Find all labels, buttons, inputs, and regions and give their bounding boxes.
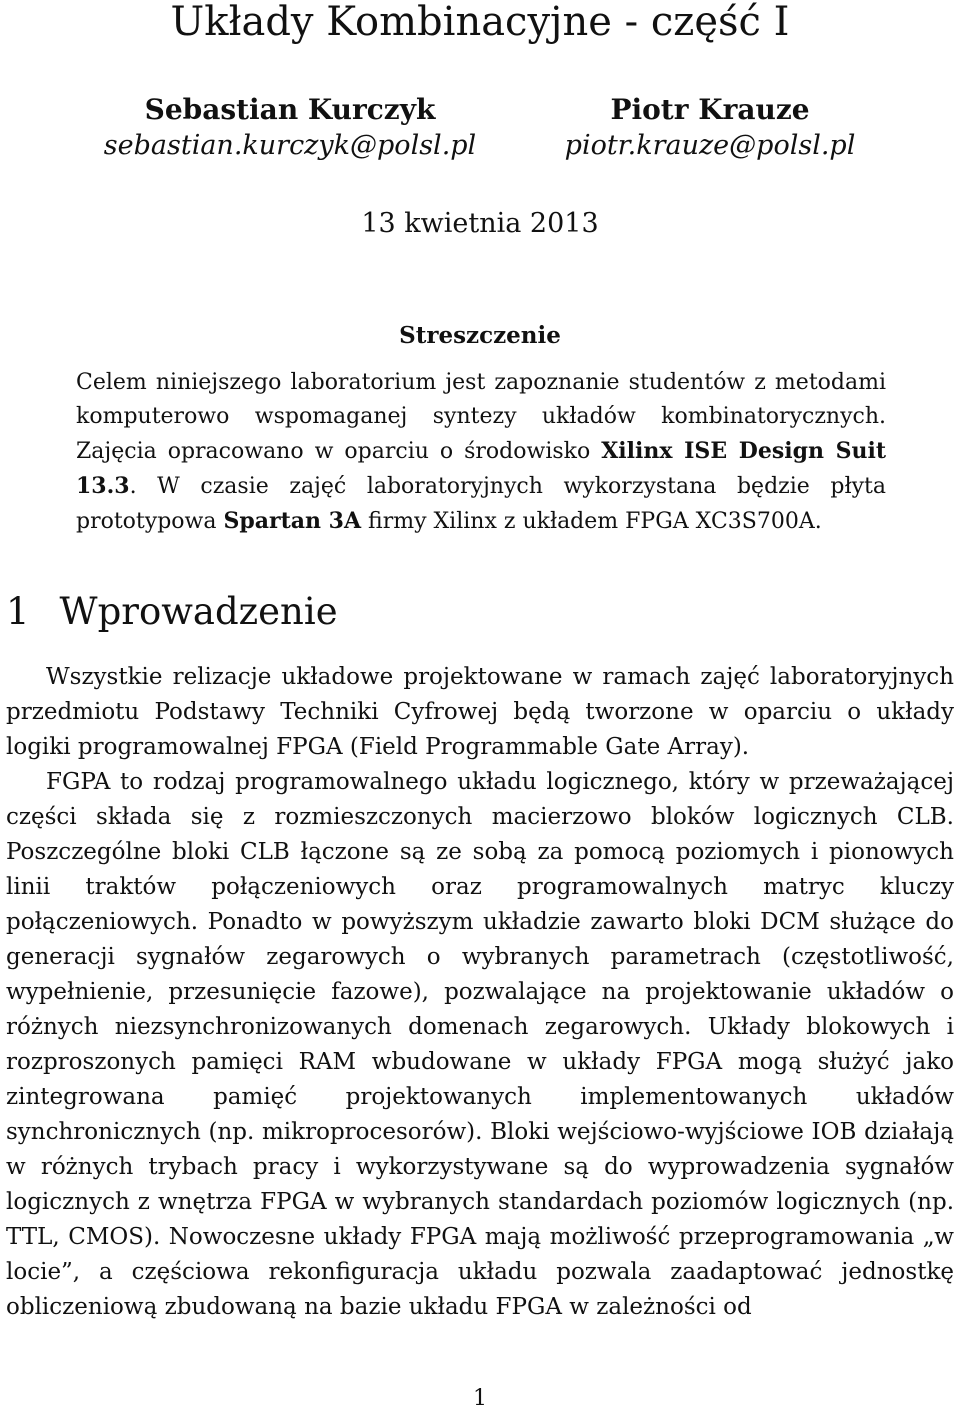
- author-block: [0, 92, 960, 182]
- section-number: 1: [6, 590, 30, 633]
- author-name: Sebastian Kurczyk: [144, 93, 436, 126]
- page-number: 1: [473, 1386, 487, 1411]
- section-title: Wprowadzenie: [59, 590, 338, 633]
- document-title: Układy Kombinacyjne - część I: [170, 0, 790, 45]
- author-email: sebastian.kurczyk@polsl.pl: [103, 130, 477, 161]
- abstract-bold-term: Spartan 3A: [223, 508, 362, 534]
- section-body: [6, 660, 954, 1325]
- body-paragraph: Wszystkie relizacje układowe projektowane w ramach zajęć laboratoryjnych przedmiotu Podstawy Techniki Cyfrowej będą tworzone w oparciu o układy logiki programowalnej FPGA (Field Programmable Gate Array).: [6, 664, 954, 760]
- section-heading: [6, 588, 338, 636]
- author-name: Piotr Krauze: [610, 93, 810, 126]
- abstract-bold-term: Xilinx ISE Design Suit 13.3: [76, 438, 887, 499]
- abstract-text-part: Celem niniejszego laboratorium jest zapoznanie studentów z metodami komputerowo wspomaganej syntezy układów kombinatorycznych. Zajęcia opracowano w oparciu o środowisko: [76, 370, 886, 464]
- author-email: piotr.krauze@polsl.pl: [564, 130, 856, 161]
- author-2: [500, 92, 920, 164]
- body-paragraph: FGPA to rodzaj programowalnego układu logicznego, który w przeważającej części składa się z rozmieszczonych macierzowo bloków logicznych CLB. Poszczególne bloki CLB łączone są ze sobą za pomocą poziomych i pionowych linii traktów połączeniowych oraz programowalnych matryc kluczy połączeniowych. Ponadto w powyższym układzie zawarto bloki DCM służące do generacji sygnałów zegarowych o wybranych parametrach (częstotliwość, wypełnienie, przesunięcie fazowe), pozwalające na projektowanie układów o różnych niezsynchronizowanych domenach zegarowych. Układy blokowych i rozproszonych pamięci RAM wbudowane w układy FPGA mogą służyć jako zintegrowana pamięć projektowanych implementowanych układów synchronicznych (np. mikroprocesorów). Bloki wejściowo-wyjściowe IOB działają w różnych trybach pracy i wykorzystywane są do wyprowadzenia sygnałów logicznych z wnętrza FPGA w wybranych standardach poziomów logicznych (np. TTL, CMOS). Nowoczesne układy FPGA mają możliwość przeprogramowania „w locie”, a częściowa rekonfiguracja układu pozwala zaadaptować jednostkę obliczeniową zbudowaną na bazie układu FPGA w zależności od: [6, 769, 954, 1320]
- abstract-heading: Streszczenie: [399, 322, 561, 349]
- document-date: 13 kwietnia 2013: [361, 208, 599, 239]
- abstract-text-part: firmy Xilinx z układem FPGA XC3S700A.: [361, 509, 822, 534]
- abstract-text: [76, 366, 886, 539]
- author-1: [80, 92, 500, 164]
- abstract-text-part: . W czasie zajęć laboratoryjnych wykorzystana będzie płyta prototypowa: [76, 474, 886, 534]
